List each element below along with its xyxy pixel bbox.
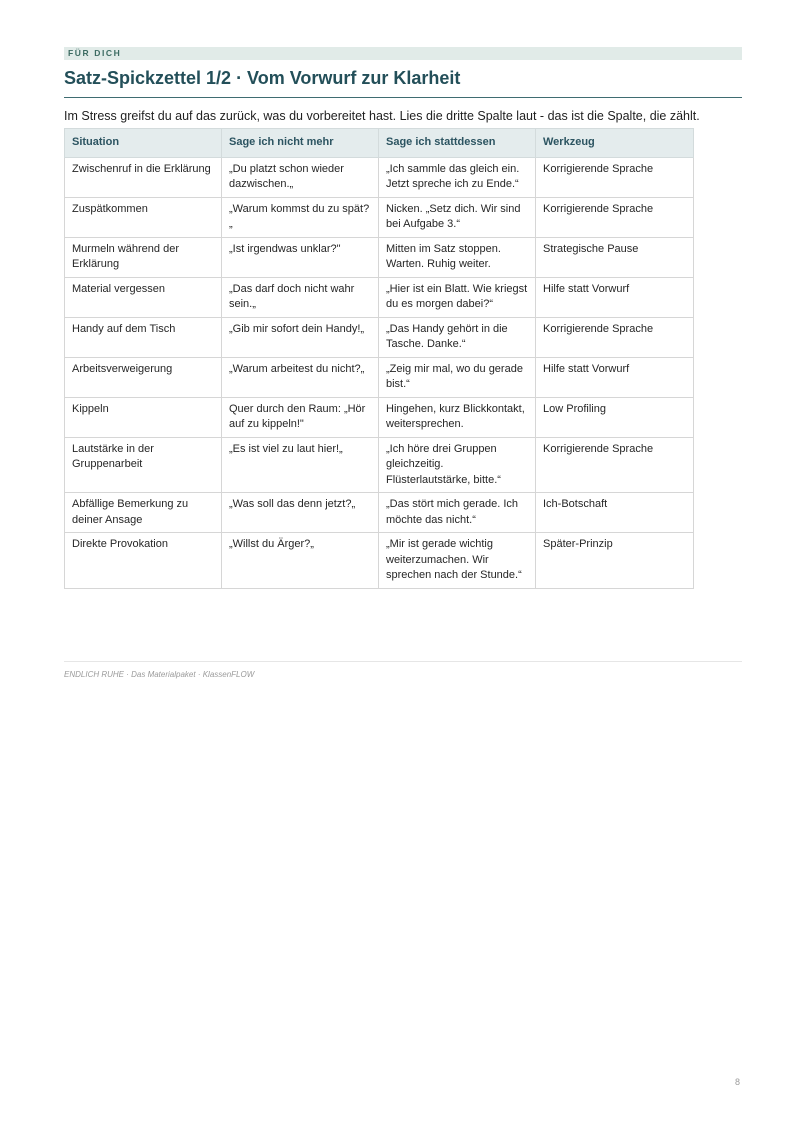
cell-tool: Hilfe statt Vorwurf — [536, 357, 694, 397]
cell-situation: Arbeitsverweigerung — [65, 357, 222, 397]
table-row — [65, 437, 694, 493]
cell-avoid: „Ist irgendwas unklar?" — [222, 237, 379, 277]
page-title: Satz-Spickzettel 1/2 · Vom Vorwurf zur Klarheit — [64, 68, 461, 88]
phrase-table — [64, 128, 694, 589]
cell-avoid: „Es ist viel zu laut hier!„ — [222, 437, 379, 493]
cell-situation: Handy auf dem Tisch — [65, 317, 222, 357]
column-header-situation: Situation — [65, 129, 222, 158]
section-kicker: FÜR DICH — [64, 47, 742, 60]
cell-tool: Strategische Pause — [536, 237, 694, 277]
cell-tool: Korrigierende Sprache — [536, 197, 694, 237]
table-row — [65, 357, 694, 397]
cell-avoid: „Willst du Ärger?„ — [222, 533, 379, 589]
table-row — [65, 157, 694, 197]
cell-avoid: Quer durch den Raum: „Hör auf zu kippeln!" — [222, 397, 379, 437]
cell-instead: „Ich höre drei Gruppen gleichzeitig. Flüsterlautstärke, bitte.“ — [379, 437, 536, 493]
title-divider — [64, 97, 742, 98]
cell-situation: Zuspätkommen — [65, 197, 222, 237]
table-row — [65, 533, 694, 589]
cell-avoid: „Das darf doch nicht wahr sein.„ — [222, 277, 379, 317]
cell-situation: Direkte Provokation — [65, 533, 222, 589]
cell-instead: Nicken. „Setz dich. Wir sind bei Aufgabe 3.“ — [379, 197, 536, 237]
cell-tool: Später-Prinzip — [536, 533, 694, 589]
table-row — [65, 277, 694, 317]
table-row — [65, 197, 694, 237]
cell-instead: Hingehen, kurz Blickkontakt, weitersprechen. — [379, 397, 536, 437]
cell-situation: Murmeln während der Erklärung — [65, 237, 222, 277]
cell-tool: Hilfe statt Vorwurf — [536, 277, 694, 317]
cell-instead: Mitten im Satz stoppen. Warten. Ruhig weiter. — [379, 237, 536, 277]
cell-avoid: „Gib mir sofort dein Handy!„ — [222, 317, 379, 357]
table-row — [65, 397, 694, 437]
column-header-tool: Werkzeug — [536, 129, 694, 158]
cell-situation: Zwischenruf in die Erklärung — [65, 157, 222, 197]
cell-instead: „Zeig mir mal, wo du gerade bist.“ — [379, 357, 536, 397]
cell-avoid: „Warum kommst du zu spät?„ — [222, 197, 379, 237]
cell-instead: „Mir ist gerade wichtig weiterzumachen. Wir sprechen nach der Stunde.“ — [379, 533, 536, 589]
cell-avoid: „Was soll das denn jetzt?„ — [222, 493, 379, 533]
cell-situation: Lautstärke in der Gruppenarbeit — [65, 437, 222, 493]
cell-tool: Korrigierende Sprache — [536, 317, 694, 357]
cell-tool: Korrigierende Sprache — [536, 437, 694, 493]
cell-avoid: „Du platzt schon wieder dazwischen.„ — [222, 157, 379, 197]
cell-tool: Korrigierende Sprache — [536, 157, 694, 197]
cell-situation: Kippeln — [65, 397, 222, 437]
footer-divider — [64, 661, 742, 662]
cell-instead: „Das Handy gehört in die Tasche. Danke.“ — [379, 317, 536, 357]
table-row — [65, 317, 694, 357]
intro-text: Im Stress greifst du auf das zurück, was du vorbereitet hast. Lies die dritte Spalte laut - das ist die Spalte, die zählt. — [64, 109, 700, 123]
cell-instead: „Hier ist ein Blatt. Wie kriegst du es morgen dabei?“ — [379, 277, 536, 317]
table-header-row — [65, 129, 694, 158]
table-row — [65, 237, 694, 277]
cell-tool: Ich-Botschaft — [536, 493, 694, 533]
cell-instead: „Das stört mich gerade. Ich möchte das nicht.“ — [379, 493, 536, 533]
cell-situation: Abfällige Bemerkung zu deiner Ansage — [65, 493, 222, 533]
cell-avoid: „Warum arbeitest du nicht?„ — [222, 357, 379, 397]
table-row — [65, 493, 694, 533]
column-header-avoid: Sage ich nicht mehr — [222, 129, 379, 158]
footer-text: ENDLICH RUHE · Das Materialpaket · KlassenFLOW — [64, 670, 255, 679]
cell-tool: Low Profiling — [536, 397, 694, 437]
cell-situation: Material vergessen — [65, 277, 222, 317]
cell-instead: „Ich sammle das gleich ein. Jetzt spreche ich zu Ende.“ — [379, 157, 536, 197]
column-header-instead: Sage ich stattdessen — [379, 129, 536, 158]
page-number: 8 — [734, 1077, 740, 1087]
